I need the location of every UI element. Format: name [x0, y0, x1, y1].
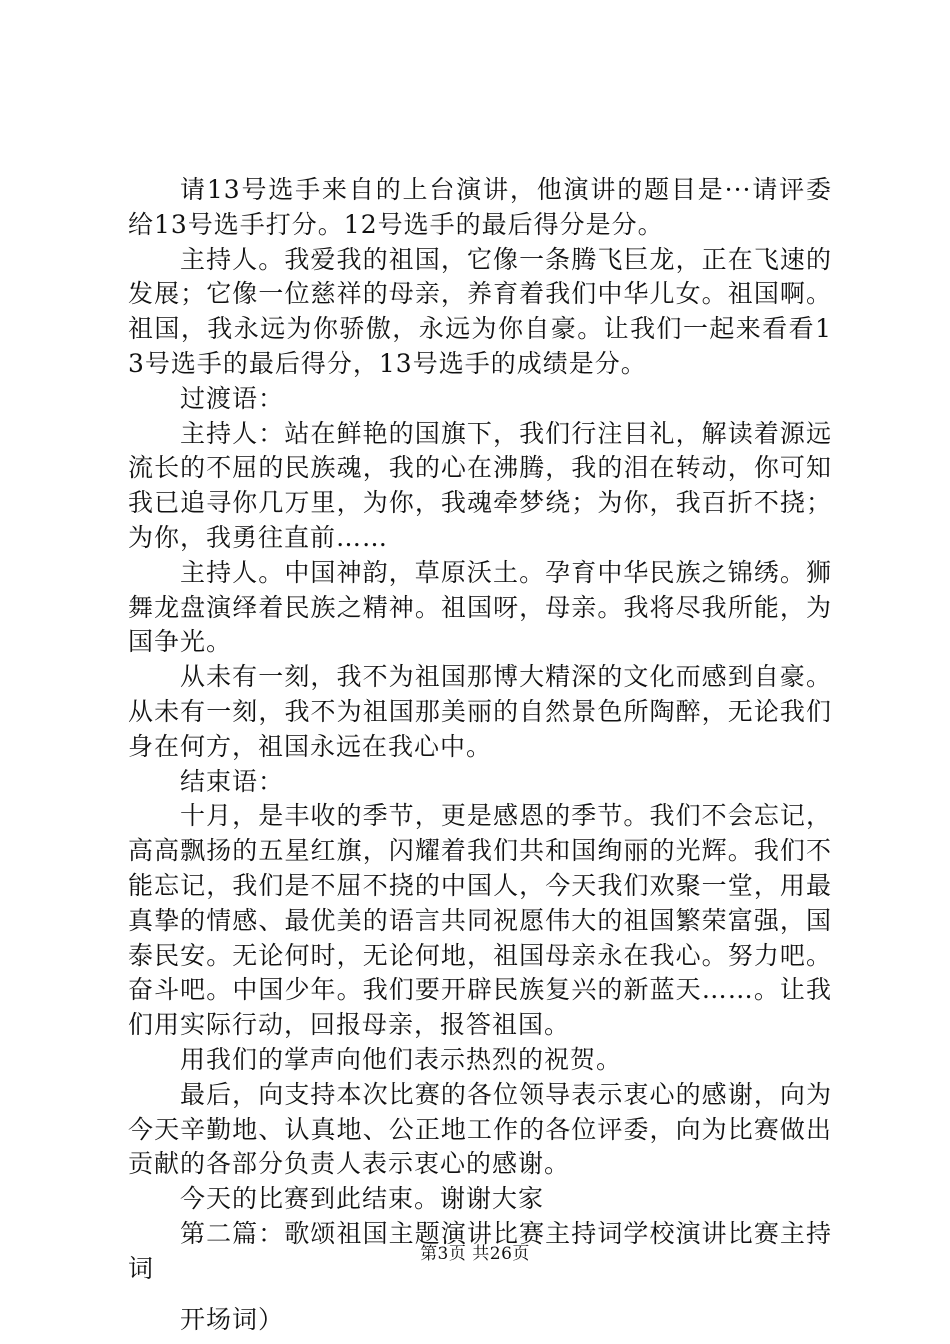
heading-closing: 结束语： [180, 766, 285, 796]
paragraph-competition-ends: 今天的比赛到此结束。谢谢大家 [180, 1184, 545, 1214]
paragraph-thanks: 最后，向支持本次比赛的各位领导表示衷心的感谢，向为今天辛勤地、认真地、公正地工作的各位评委，向为比赛做出贡献的各部分负责人表示衷心的感谢。 [128, 1079, 832, 1179]
document-body [128, 173, 832, 1337]
heading-part-two: 第二篇：歌颂祖国主题演讲比赛主持词学校演讲比赛主持词 [128, 1218, 832, 1283]
paragraph-october-harvest: 十月，是丰收的季节，更是感恩的季节。我们不会忘记，高高飘扬的五星红旗，闪耀着我们共和国绚丽的光辉。我们不能忘记，我们是不屈不挠的中国人，今天我们欢聚一堂，用最真挚的情感、最优美的语言共同祝愿伟大的祖国繁荣富强，国泰民安。无论何时，无论何地，祖国母亲永在我心。努力吧。奋斗吧。中国少年。我们要开辟民族复兴的新蓝天……。让我们用实际行动，回报母亲，报答祖国。 [128, 801, 832, 1040]
paragraph-contestant-13-intro: 请13号选手来自的上台演讲，他演讲的题目是···请评委给13号选手打分。12号选手的最后得分是分。 [128, 175, 832, 239]
page-number-footer: 第3页 共26页 [420, 1244, 530, 1264]
paragraph-host-flag: 主持人：站在鲜艳的国旗下，我们行注目礼，解读着源远流长的不屈的民族魂，我的心在沸腾，我的泪在转动，你可知我已追寻你几万里，为你，我魂牵梦绕；为你，我百折不挠；为你，我勇往直前…… [128, 418, 832, 552]
paragraph-host-ode-to-motherland: 主持人。我爱我的祖国，它像一条腾飞巨龙，正在飞速的发展；它像一位慈祥的母亲，养育着我们中华儿女。祖国啊。祖国，我永远为你骄傲，永远为你自豪。让我们一起来看看13号选手的最后得分，13号选手的成绩是分。 [128, 244, 832, 378]
paragraph-applause: 用我们的掌声向他们表示热烈的祝贺。 [180, 1044, 623, 1074]
heading-transition: 过渡语： [180, 383, 285, 413]
heading-opening-words: 开场词） [180, 1304, 285, 1334]
paragraph-never-a-moment: 从未有一刻，我不为祖国那博大精深的文化而感到自豪。从未有一刻，我不为祖国那美丽的自然景色所陶醉，无论我们身在何方，祖国永远在我心中。 [128, 662, 832, 761]
paragraph-host-china-charm: 主持人。中国神韵，草原沃土。孕育中华民族之锦绣。狮舞龙盘演绎着民族之精神。祖国呀，母亲。我将尽我所能，为国争光。 [128, 557, 832, 657]
